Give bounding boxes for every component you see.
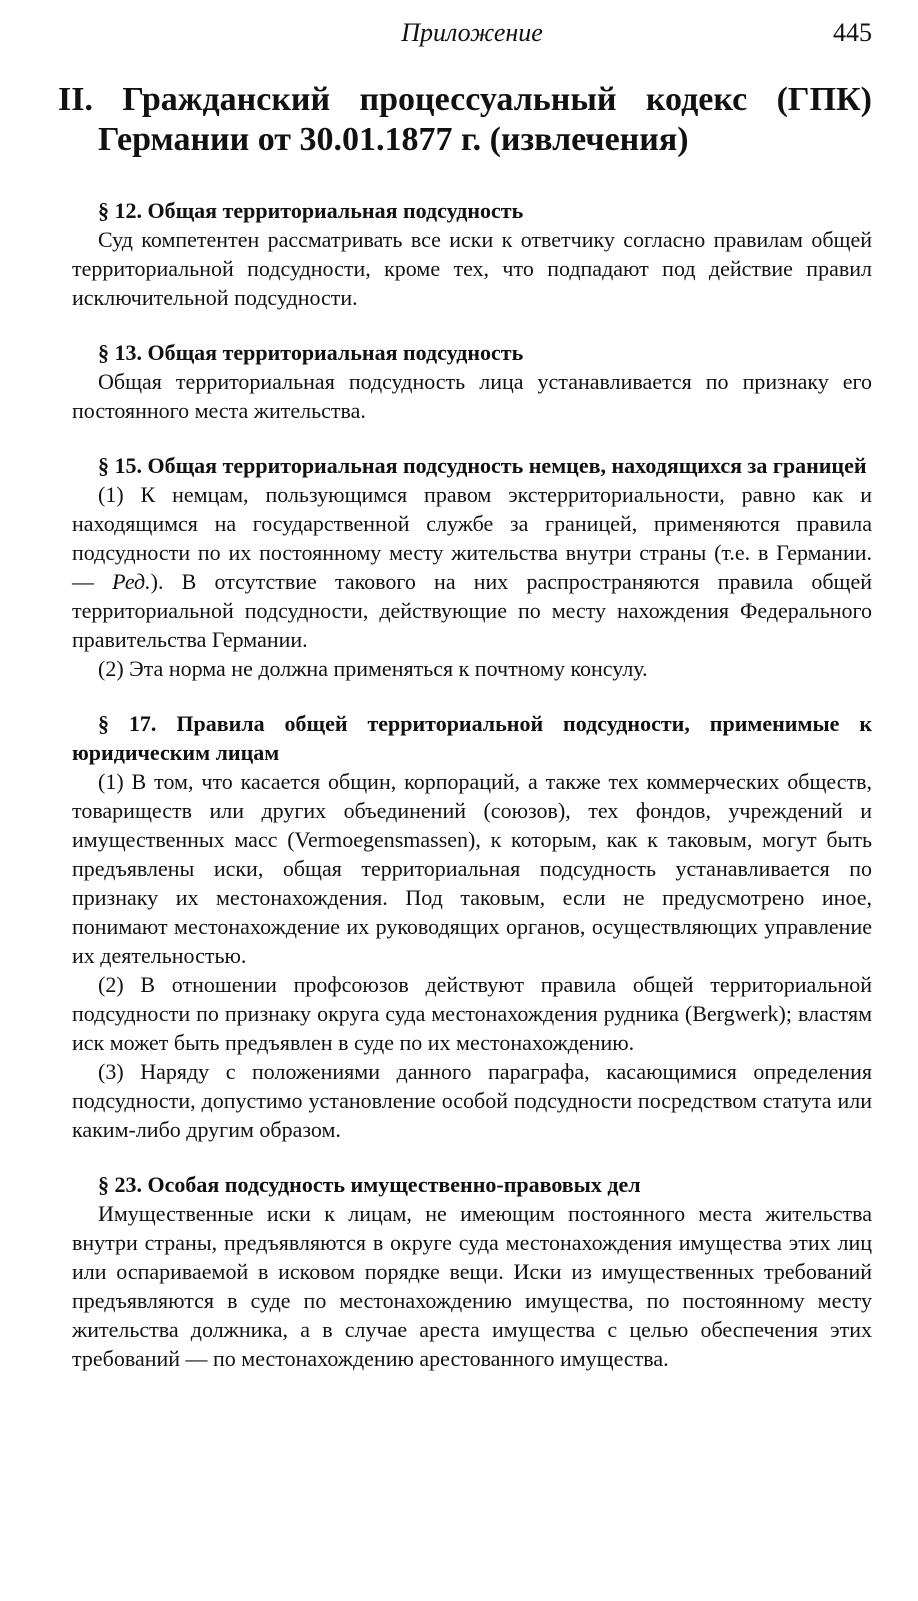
running-head [72, 14, 872, 58]
section-paragraph: Общая территориальная подсудность лица устанавливается по признаку его постоянного места жительства. [72, 369, 872, 423]
section-13 [72, 338, 872, 425]
section-heading: § 17. Правила общей территориальной подсудности, применимые к юридическим лицам [72, 711, 872, 765]
book-page [58, 14, 872, 1399]
section-15 [72, 451, 872, 683]
section-paragraph: (1) В том, что касается общин, корпораций, а также тех коммерческих обществ, товариществ или других объединений (союзов), тех фондов, учреждений и имущественных масс (Vermoegensmassen), к которым, как к таковым, могут быть предъявлены иски, общая территориальная подсудность устанавливается по признаку их местонахождения. Под таковым, если не предусмотрено иное, понимают местонахождение их руководящих органов, осуществляющих управление их деятельностью. [72, 769, 872, 968]
section-17 [72, 709, 872, 1144]
section-heading: § 23. Особая подсудность имущественно-правовых дел [98, 1172, 641, 1197]
section-paragraph: Имущественные иски к лицам, не имеющим постоянного места жительства внутри страны, предъявляются в округе суда местонахождения имущества этих лиц или оспариваемой в исковом порядке вещи. Иски из имущественных требований предъявляются в суде по местонахождению имущества, по постоянному месту жительства должника, а в случае ареста имущества с целью обеспечения этих требований — по местонахождению арестованного имущества. [72, 1201, 872, 1371]
section-heading: § 12. Общая территориальная подсудность [98, 198, 524, 223]
chapter-title: II. Гражданский процессуальный кодекс (ГПК) Германии от 30.01.1877 г. (извлечения) [58, 81, 872, 158]
section-12 [72, 196, 872, 312]
editor-note: Ред. [112, 569, 151, 594]
paragraph-text: ). В отсутствие такового на них распространяются правила общей территориальной подсудности, действующие по месту нахождения Федерального правительства Германии. [72, 569, 872, 652]
section-heading: § 13. Общая территориальная подсудность [98, 340, 524, 365]
section-paragraph: (2) Эта норма не должна применяться к почтному консулу. [98, 656, 648, 681]
paragraph-text: (1) К немцам, пользующимся правом экстерриториальности, равно как и находящимся на государственной службе за границей, применяются правила подсудности по их постоянному месту жительства внутри страны (т.е. в Германии. — [72, 482, 872, 594]
page-number: 445 [833, 18, 872, 47]
running-title: Приложение [401, 18, 543, 47]
section-paragraph [72, 480, 872, 654]
section-paragraph: Суд компетентен рассматривать все иски к ответчику согласно правилам общей территориальной подсудности, кроме тех, что подпадают под действие правил исключительной подсудности. [72, 227, 872, 310]
section-paragraph: (3) Наряду с положениями данного параграфа, касающимися определения подсудности, допустимо установление особой подсудности посредством статута или каким-либо другим образом. [72, 1059, 872, 1142]
section-paragraph: (2) В отношении профсоюзов действуют правила общей территориальной подсудности по признаку округа суда местонахождения рудника (Bergwerk); властям иск может быть предъявлен в суде по их местонахождению. [72, 972, 872, 1055]
section-heading: § 15. Общая территориальная подсудность немцев, находящихся за границей [98, 453, 867, 478]
section-23 [72, 1170, 872, 1373]
